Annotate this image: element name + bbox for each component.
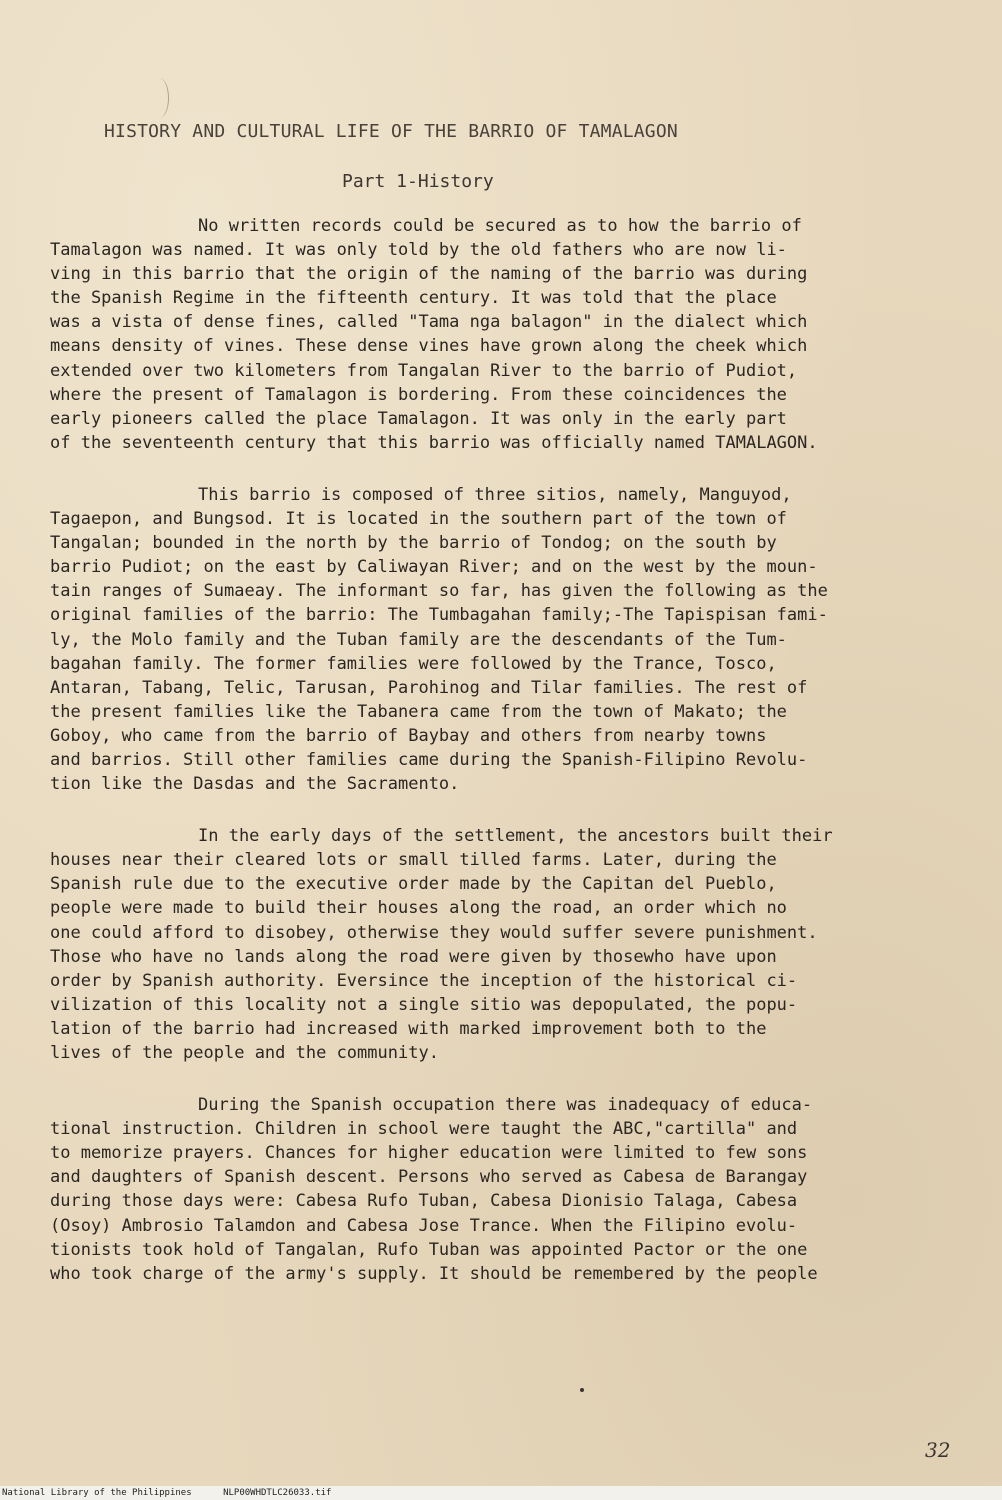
text-line: the Spanish Regime in the fifteenth century. It was told that the place — [50, 288, 777, 309]
text-line: lives of the people and the community. — [50, 1043, 439, 1063]
text-line: extended over two kilometers from Tangalan River to the barrio of Pudiot, — [50, 360, 798, 381]
text-line: to memorize prayers. Chances for higher education were limited to few sons — [50, 1143, 808, 1164]
text-line: and daughters of Spanish descent. Persons who served as Cabesa de Barangay — [50, 1167, 808, 1188]
pencil-mark — [150, 78, 169, 118]
text-line: original families of the barrio: The Tumbagahan family;-The Tapispisan fami- — [50, 605, 828, 626]
text-line: Antaran, Tabang, Telic, Tarusan, Parohinog and Tilar families. The rest of — [50, 677, 808, 698]
text-line: early pioneers called the place Tamalagon. It was only in the early part — [50, 408, 787, 429]
footer-file-id: NLP00WHDTLC26033.tif — [223, 1488, 332, 1498]
text-line: tionists took hold of Tangalan, Rufo Tuban was appointed Pactor or the one — [50, 1239, 808, 1260]
ink-dot — [580, 1388, 584, 1392]
document-title: HISTORY AND CULTURAL LIFE OF THE BARRIO OF TAMALAGON — [104, 121, 678, 142]
scan-footer — [0, 1486, 1002, 1500]
text-line: Tagaepon, and Bungsod. It is located in the southern part of the town of — [50, 509, 787, 530]
text-line: (Osoy) Ambrosio Talamdon and Cabesa Jose Trance. When the Filipino evolu- — [50, 1215, 798, 1236]
text-line: Tamalagon was named. It was only told by the old fathers who are now li- — [50, 240, 787, 261]
text-line: houses near their cleared lots or small tilled farms. Later, during the — [50, 850, 777, 871]
section-heading: Part 1-History — [342, 171, 494, 192]
text-line: of the seventeenth century that this barrio was officially named TAMALAGON. — [50, 432, 818, 453]
text-line: Those who have no lands along the road were given by thosewho have upon — [50, 946, 777, 967]
paragraph — [50, 483, 970, 796]
document-body — [50, 214, 970, 1314]
text-line: Goboy, who came from the barrio of Baybay and others from nearby towns — [50, 725, 767, 746]
text-line: This barrio is composed of three sitios, namely, Manguyod, — [198, 484, 792, 505]
text-line: barrio Pudiot; on the east by Caliwayan River; and on the west by the moun- — [50, 557, 818, 578]
text-line: vilization of this locality not a single sitio was depopulated, the popu- — [50, 994, 798, 1015]
text-line: ving in this barrio that the origin of the naming of the barrio was during — [50, 264, 808, 285]
text-line: ly, the Molo family and the Tuban family are the descendants of the Tum- — [50, 629, 787, 650]
text-line: lation of the barrio had increased with marked improvement both to the — [50, 1018, 767, 1039]
text-line: In the early days of the settlement, the ancestors built their — [198, 826, 833, 847]
text-line: where the present of Tamalagon is bordering. From these coincidences the — [50, 384, 787, 405]
text-line: was a vista of dense fines, called "Tama nga balagon" in the dialect which — [50, 312, 808, 333]
text-line: means density of vines. These dense vines have grown along the cheek which — [50, 336, 808, 357]
text-line: one could afford to disobey, otherwise they would suffer severe punishment. — [50, 922, 818, 943]
footer-library: National Library of the Philippines — [2, 1488, 192, 1498]
paragraph — [50, 214, 970, 455]
text-line: tain ranges of Sumaeay. The informant so far, has given the following as the — [50, 581, 828, 602]
paragraph — [50, 824, 970, 1065]
text-line: people were made to build their houses along the road, an order which no — [50, 898, 787, 919]
paragraph — [50, 1093, 970, 1286]
text-line: and barrios. Still other families came during the Spanish-Filipino Revolu- — [50, 749, 808, 770]
text-line: who took charge of the army's supply. It should be remembered by the people — [50, 1263, 818, 1284]
text-line: No written records could be secured as to how the barrio of — [198, 216, 802, 236]
text-line: tional instruction. Children in school were taught the ABC,"cartilla" and — [50, 1119, 798, 1140]
text-line: During the Spanish occupation there was inadequacy of educa- — [198, 1095, 813, 1116]
text-line: tion like the Dasdas and the Sacramento. — [50, 774, 460, 795]
text-line: bagahan family. The former families were followed by the Trance, Tosco, — [50, 653, 777, 674]
page-number: 32 — [925, 1438, 951, 1462]
text-line: Tangalan; bounded in the north by the barrio of Tondog; on the south by — [50, 533, 777, 554]
text-line: the present families like the Tabanera came from the town of Makato; the — [50, 701, 787, 722]
text-line: Spanish rule due to the executive order made by the Capitan del Pueblo, — [50, 874, 777, 895]
text-line: order by Spanish authority. Eversince the inception of the historical ci- — [50, 970, 798, 991]
text-line: during those days were: Cabesa Rufo Tuban, Cabesa Dionisio Talaga, Cabesa — [50, 1191, 798, 1212]
